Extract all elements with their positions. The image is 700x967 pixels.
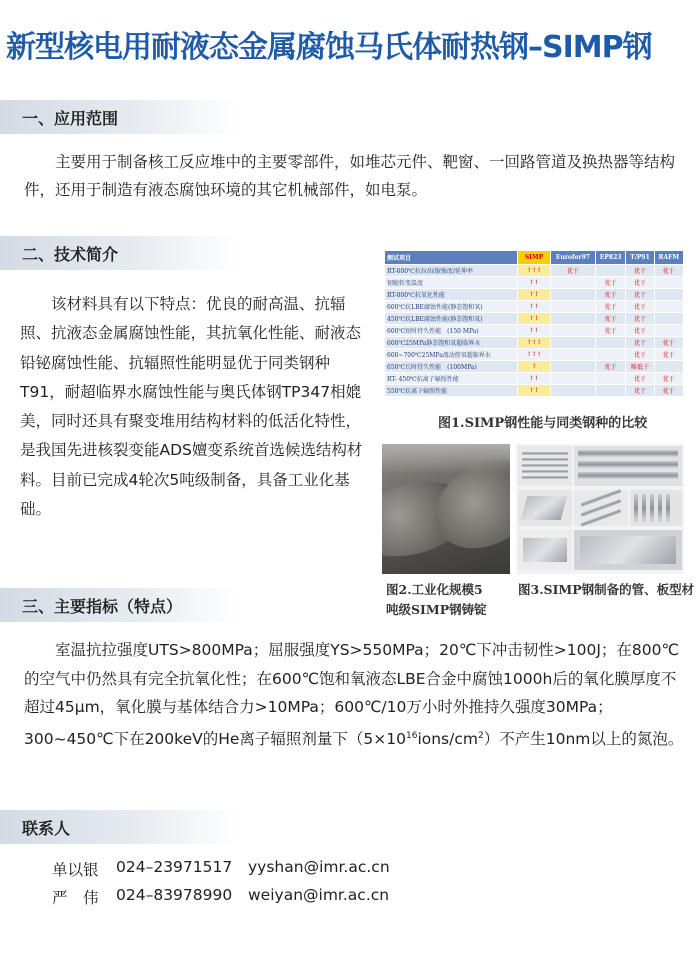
table-cell: 优于	[626, 289, 654, 301]
table-cell: 优于	[626, 337, 654, 349]
table-cell: 优于	[595, 313, 626, 325]
table-cell	[654, 325, 683, 337]
table-header: T/P91	[626, 251, 654, 265]
contact-phone: 024–83978990	[116, 886, 233, 904]
table-cell	[654, 301, 683, 313]
table-row	[385, 313, 684, 325]
table-cell: 600℃抗LBE腐蚀性能(静态饱和氧)	[385, 301, 518, 313]
tube-plate-photo	[516, 444, 684, 574]
table-cell: ↑↑	[518, 313, 551, 325]
section-heading: 三、主要指标（特点）	[22, 597, 183, 616]
table-header: Eurofer97	[551, 251, 596, 265]
table-row	[385, 349, 684, 361]
ingot-photo	[382, 444, 510, 574]
table-cell: 优于	[626, 385, 654, 397]
table-cell: 优于	[626, 325, 654, 337]
table-row	[385, 373, 684, 385]
table-cell: 韧脆转变温度	[385, 277, 518, 289]
table-header: EP823	[595, 251, 626, 265]
table-cell: 优于	[626, 349, 654, 361]
table-cell: ↑↑	[518, 385, 551, 397]
table-cell: 优于	[626, 313, 654, 325]
section-heading: 二、技术简介	[22, 245, 119, 264]
table-header: SIMP	[518, 251, 551, 265]
table-cell	[654, 289, 683, 301]
superscript: 16	[405, 730, 418, 741]
table-cell: ↑↑	[518, 325, 551, 337]
table-header: 测试项目	[385, 251, 518, 265]
table-cell: 略低于	[626, 361, 654, 373]
table-cell	[551, 325, 596, 337]
table-cell: 优于	[626, 373, 654, 385]
table-cell: 优于	[654, 349, 683, 361]
table-cell	[595, 337, 626, 349]
table-cell	[595, 265, 626, 277]
section-header-contact	[0, 810, 240, 844]
table-cell: 600℃25MPa静态饱和氧超临界水	[385, 337, 518, 349]
figure-2-caption-line: 图2.工业化规模5	[386, 582, 483, 597]
table-row	[385, 265, 684, 277]
table-cell: 优于	[595, 277, 626, 289]
table-cell	[551, 313, 596, 325]
table-cell: 优于	[654, 265, 683, 277]
table-cell: 优于	[551, 265, 596, 277]
table-cell: 优于	[595, 361, 626, 373]
table-cell	[551, 385, 596, 397]
table-cell	[595, 385, 626, 397]
table-cell: ↑	[518, 361, 551, 373]
table-cell: ↑↑	[518, 301, 551, 313]
section-heading: 联系人	[22, 819, 71, 838]
table-cell	[551, 289, 596, 301]
table-row	[385, 361, 684, 373]
table-row	[385, 301, 684, 313]
table-cell: RT-600℃抗拉/屈服强度/延伸率	[385, 265, 518, 277]
section-header-application	[0, 100, 240, 134]
contact-phone: 024–23971517	[116, 858, 233, 876]
table-row	[385, 385, 684, 397]
contact-email[interactable]: yyshan@imr.ac.cn	[248, 858, 390, 876]
table-cell: 优于	[595, 325, 626, 337]
section-header-indicators	[0, 588, 240, 622]
table-row	[385, 337, 684, 349]
table-cell: ↑↑↑	[518, 337, 551, 349]
page-title: 新型核电用耐液态金属腐蚀马氏体耐热钢–SIMP钢	[6, 30, 652, 65]
figure-2-caption-line: 吨级SIMP钢铸锭	[386, 602, 487, 617]
table-cell: 优于	[654, 385, 683, 397]
indicators-text-part: ）不产生10nm以上的氮泡。	[483, 729, 684, 748]
table-cell: 600℃短时持久性能 (150 MPa)	[385, 325, 518, 337]
tech-text: 该材料具有以下特点：优良的耐高温、抗辐照、抗液态金属腐蚀性能，其抗氧化性能、耐液态铅铋腐蚀性能、抗辐照性能明显优于同类钢种T91，耐超临界水腐蚀性能与奥氏体钢TP347相媲美，同时还具有聚变堆用结构材料的低活化特性，是我国先进核裂变能ADS嬗变系统首选候选结构材料。目前已完成4轮次5吨级制备，具备工业化基础。	[20, 295, 363, 519]
table-row	[385, 277, 684, 289]
application-text: 主要用于制备核工反应堆中的主要零部件，如堆芯元件、靶窗、一回路管道及换热器等结构件，还用于制造有液态腐蚀环境的其它机械部件，如电泵。	[24, 153, 676, 199]
indicators-text-part: ions/cm	[417, 729, 478, 748]
table-cell	[654, 361, 683, 373]
table-header-row	[385, 251, 684, 265]
contact-email[interactable]: weiyan@imr.ac.cn	[248, 886, 390, 904]
table-row	[385, 325, 684, 337]
table-cell	[595, 349, 626, 361]
table-cell: ↑↑↑	[518, 349, 551, 361]
table-cell: 450℃抗LBE腐蚀性能(静态饱和氧)	[385, 313, 518, 325]
table-cell: 优于	[626, 265, 654, 277]
table-cell: 600~700℃25MPa流动控氧超临界水	[385, 349, 518, 361]
contact-name: 单以银	[52, 861, 99, 879]
superscript: 2	[477, 730, 484, 741]
contact-name: 严 伟	[52, 889, 99, 907]
table-cell	[551, 301, 596, 313]
table-cell: 优于	[654, 373, 683, 385]
table-cell: 650℃长时持久性能 (100MPa)	[385, 361, 518, 373]
indicators-text-part: 室温抗拉强度UTS>800MPa；屈服强度YS>550MPa；20℃下冲击韧性>100J；在800℃的空气中仍然具有完全抗氧化性；在600℃饱和氧液态LBE合金中腐蚀1000h后的氧化膜厚度不超过45μm，氧化膜与基体结合力>10MPa；600℃/10万小时外推持久强度30MPa；300~450℃下在200keV的He离子辐照剂量下（5×10	[24, 641, 679, 748]
table-cell: 优于	[626, 301, 654, 313]
table-cell: ↑↑	[518, 277, 551, 289]
table-cell: ↑↑	[518, 289, 551, 301]
table-cell: 优于	[595, 289, 626, 301]
table-cell: ↑↑↑	[518, 265, 551, 277]
table-cell	[551, 373, 596, 385]
table-header: RAFM	[654, 251, 683, 265]
table-cell	[551, 277, 596, 289]
table-cell: RT-800℃抗氧化性能	[385, 289, 518, 301]
table-cell: RT- 450℃抗离子辐照性能	[385, 373, 518, 385]
figure-2-caption	[386, 580, 487, 620]
indicators-text	[24, 636, 688, 754]
table-cell: 优于	[595, 301, 626, 313]
table-row	[385, 289, 684, 301]
table-cell	[654, 277, 683, 289]
table-cell: 优于	[626, 277, 654, 289]
table-cell	[551, 349, 596, 361]
section-header-tech	[0, 236, 240, 270]
figure-1-caption: 图1.SIMP钢性能与同类钢种的比较	[438, 416, 648, 431]
figure-3-caption: 图3.SIMP钢制备的管、板型材	[518, 582, 695, 597]
comparison-table	[384, 250, 684, 397]
table-cell	[654, 313, 683, 325]
table-cell: 优于	[654, 337, 683, 349]
table-cell	[551, 337, 596, 349]
table-cell	[595, 373, 626, 385]
section-heading: 一、应用范围	[22, 109, 119, 128]
table-cell	[551, 361, 596, 373]
table-cell: 550℃抗离子辐照性能	[385, 385, 518, 397]
table-cell: ↑↑	[518, 373, 551, 385]
